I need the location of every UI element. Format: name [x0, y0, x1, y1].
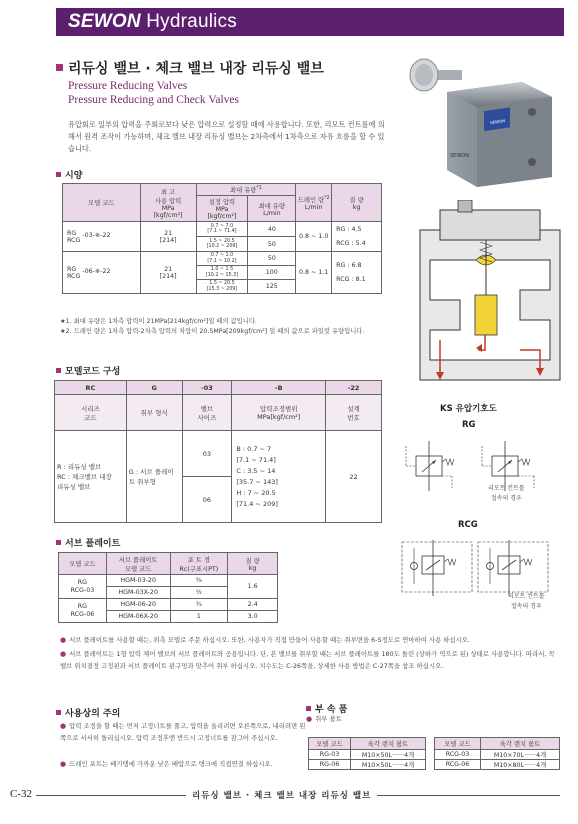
mc-header-design: -22 — [326, 381, 382, 395]
model-code-table — [54, 380, 382, 523]
ac-header-bolt: 육각 렌치 볼트 — [481, 738, 560, 750]
spec-flow: 100 — [248, 266, 296, 280]
sp-port: ⅜ — [170, 575, 228, 587]
bullet-square-icon — [56, 540, 61, 545]
valve-label: SEWON — [450, 153, 469, 159]
spec-drain-06: 0.8 ~ 1.1 — [296, 252, 332, 294]
spec-header-pressure: 최 고 사용 압력 MPa [kgf/cm²] — [140, 184, 196, 222]
spec-model-06: RG RCG -06-※-22 — [63, 252, 141, 294]
mc-series-desc: R : 리듀싱 밸브 RC : 체크밸브 내장 리듀싱 밸브 — [55, 431, 127, 523]
ac-header-bolt: 육각 렌치 볼트 — [351, 738, 426, 750]
rg-symbol-icon — [396, 436, 476, 496]
spec-weight-06: RG : 6.8 RCG : 8.1 — [332, 252, 382, 294]
mc-sub-mount: 취부 형식 — [126, 395, 182, 431]
mc-size-03: 03 — [182, 431, 232, 477]
spec-flow: 50 — [248, 252, 296, 266]
ac-model: RCG-03 — [435, 750, 481, 760]
bullet-dot-icon: ● — [60, 760, 67, 768]
bullet-square-icon — [56, 710, 61, 715]
sp-port: ½ — [170, 587, 228, 599]
spec-flow: 40 — [248, 222, 296, 237]
page-number: C-32 — [10, 788, 36, 800]
spec-set-pressure: 0.7 ~ 1.0 [7.1 ~ 10.2] — [196, 252, 248, 266]
page-title-text: 리듀싱 밸브 · 체크 밸브 내장 리듀싱 밸브 — [68, 61, 324, 77]
sp-port: 1 — [170, 611, 228, 623]
ac-header-model: 모델 코드 — [435, 738, 481, 750]
intro-paragraph: 유압회로 일부의 압력을 주회로보다 낮은 압력으로 설정할 때에 사용합니다. 또한, 리모트 컨트롤에 의해서 원격 조작이 가능하며, 체크 밸브 내장 리듀싱 밸브는 2차측에서 1차측으로 자유 흐름을 할 수 있습니다. — [68, 120, 385, 153]
mc-header-series: RC — [55, 381, 127, 395]
spec-set-pressure: 1.5 ~ 20.5 [10.2 ~ 209] — [196, 237, 248, 252]
rcg-remote-caption: 리모트 컨트롤 접속의 경우 — [508, 593, 545, 610]
ac-header-model: 모델 코드 — [309, 738, 351, 750]
sp-header-model: 모델 코드 — [59, 553, 107, 575]
caution-section-title: 사용상의 주의 — [56, 706, 120, 719]
svg-text:SEWON: SEWON — [490, 118, 506, 126]
sp-weight: 3.0 — [228, 611, 278, 623]
sp-port: ¾ — [170, 599, 228, 611]
brand-name: SEWON — [68, 11, 141, 32]
spec-header-set-pressure: 설정 압력 MPa [kgf/cm²] — [196, 196, 248, 222]
brand-banner — [56, 8, 564, 36]
page-title — [56, 58, 324, 78]
sp-plate: HGM-03X-20 — [106, 587, 170, 599]
accessory-item: ● 취부 볼트 — [306, 715, 342, 723]
subplate-table — [58, 552, 278, 623]
subtitle-en-1: Pressure Reducing Valves — [68, 80, 188, 92]
mc-mount-desc: G : 서브 플레이 트 취부형 — [126, 431, 182, 523]
spec-header-flow: 최대 유량 L/min — [248, 196, 296, 222]
bullet-square-icon — [56, 64, 63, 71]
symbol-label-rg: RG — [462, 420, 476, 430]
bullet-dot-icon: ● — [60, 722, 67, 730]
model-code-section-title: 모델코드 구성 — [56, 364, 120, 377]
rg-remote-caption: 리모트 컨트롤 접속의 경우 — [488, 485, 525, 502]
accessory-table-rcg — [434, 737, 560, 770]
caution-item-2: ● 드레인 포트는 배기탱에 가까운 낮은 배압으로 탱크에 직접연결 하십시오. — [60, 760, 273, 768]
subplate-section-title: 서브 플레이트 — [56, 536, 120, 549]
subtitle-en-2: Pressure Reducing and Check Valves — [68, 94, 239, 106]
mc-sub-size: 밸브 사이즈 — [182, 395, 232, 431]
mc-sub-range: 압력조정범위 MPa[kgf/cm²] — [232, 395, 326, 431]
bullet-square-icon — [56, 368, 61, 373]
sp-header-plate: 서브 플레이트 모델 코드 — [106, 553, 170, 575]
spec-header-max-flow: 최대 유량$^{*1}$ — [196, 184, 296, 196]
bullet-dot-icon: ● — [60, 636, 67, 644]
sp-weight: 2.4 — [228, 599, 278, 611]
sp-header-port: 포 트 경 Rc(구표시PT) — [170, 553, 228, 575]
ac-bolt: M10×50L······4개 — [351, 750, 426, 760]
bullet-dot-icon: ● — [60, 650, 67, 658]
valve-cross-section-diagram — [400, 200, 568, 400]
spec-drain-03: 0.8 ~ 1.0 — [296, 222, 332, 252]
spec-model-03: RG RCG -03-※-22 — [63, 222, 141, 252]
spec-header-weight: 질 량 kg — [332, 184, 382, 222]
sp-plate: HGM-06-20 — [106, 599, 170, 611]
spec-header-drain: 드레인 량$^{*2}$ L/min — [296, 184, 332, 222]
subplate-note-1: ● 서브 플레이트를 사용할 때는, 위측 모델로 주문 하십시오. 또한, 사용자가 직접 만들어 사용할 때는 취부면을 6-S정도로 연마하여 사용 하십시오. — [60, 636, 470, 644]
accessory-section-title: 부 속 품 — [306, 702, 347, 715]
symbol-title: KS 유압기호도 — [440, 404, 497, 414]
spec-note-1: ★1. 최대 유량은 1차측 압력이 21MPa[214kgf/cm²]일 때의 값입니다. — [60, 318, 257, 325]
brand-suffix: Hydraulics — [146, 11, 237, 32]
sp-plate: HGM-06X-20 — [106, 611, 170, 623]
spec-table — [62, 183, 382, 294]
sp-header-weight: 질 량 kg — [228, 553, 278, 575]
ac-model: RG-06 — [309, 760, 351, 770]
spec-set-pressure: 0.7 ~ 7.0 [7.1 ~ 71.4] — [196, 222, 248, 237]
ac-bolt: M10×70L······4개 — [481, 750, 560, 760]
brand-title — [68, 11, 237, 33]
spec-flow: 125 — [248, 280, 296, 294]
ac-model: RCG-06 — [435, 760, 481, 770]
sp-model-03: RG RCG-03 — [59, 575, 107, 599]
bullet-square-icon — [56, 172, 61, 177]
spec-header-model: 모델 코드 — [63, 184, 141, 222]
mc-header-range: -B — [232, 381, 326, 395]
ac-model: RG-03 — [309, 750, 351, 760]
ac-bolt: M10×50L······4개 — [351, 760, 426, 770]
spec-note-2: ★2. 드레인 량은 1차측 압력-2차측 압력의 차압이 20.5MPa[209kgf/cm²] 일 때의 값으로 파일럿 유량입니다. — [60, 328, 365, 335]
bullet-dot-icon: ● — [306, 715, 313, 723]
mc-header-mount: G — [126, 381, 182, 395]
spec-weight-03: RG : 4.5 RCG : 5.4 — [332, 222, 382, 252]
accessory-table-rg — [308, 737, 426, 770]
spec-set-pressure: 1.5 ~ 20.5 [15.3 ~ 209] — [196, 280, 248, 294]
mc-sub-series: 시리즈 코드 — [55, 395, 127, 431]
sp-plate: HGM-03-20 — [106, 575, 170, 587]
mc-design: 22 — [326, 431, 382, 523]
caution-item-1: ● 압력 조정을 할 때는 먼저 고정너트를 풀고, 압력을 올리려면 오른쪽으로, 내리려면 왼쪽으로 서서히 돌리십시오. 압력 조정후엔 반드시 고정너트를 잠그어 주십시오. — [60, 722, 306, 742]
spec-set-pressure: 1.0 ~ 1.5 [10.2 ~ 15.3] — [196, 266, 248, 280]
footer-title: 리듀싱 밸브 · 체크 밸브 내장 리듀싱 밸브 — [186, 789, 377, 801]
mc-header-size: -03 — [182, 381, 232, 395]
subplate-note-2: ● 서브 플레이트는 1형 압력 제어 밸브의 서브 플레이트와 공용입니다. 단, 본 밸브를 취부할 때는 서브 플레이트를 180도 돌린 (상하가 역으로 된) 상태로 사용합니다. 따라서, 꼭 밸브 위치결정 고정핀과 서브 플레이트 핀구멍과 맞추어 취부 하십시오. 치수도는 C-26쪽을, 상세한 사용 방법은 C-27쪽을 참조 하십시오. — [60, 650, 555, 670]
mc-ranges: B : 0.7 ~ 7 [7.1 ~ 71.4] C : 3.5 ~ 14 [35.7 ~ 143] H : 7 ~ 20.5 [71.4 ~ 209] — [232, 431, 326, 523]
spec-pressure-06: 21 [214] — [140, 252, 196, 294]
spec-pressure-03: 21 [214] — [140, 222, 196, 252]
spec-section-title: 시양 — [56, 168, 82, 181]
sp-weight-03: 1.6 — [228, 575, 278, 599]
valve-photo — [392, 52, 562, 192]
mc-sub-design: 설계 번호 — [326, 395, 382, 431]
rcg-remote-symbol-icon — [472, 538, 552, 598]
mc-size-06: 06 — [182, 477, 232, 523]
ac-bolt: M10×80L······4개 — [481, 760, 560, 770]
spec-flow: 50 — [248, 237, 296, 252]
rcg-symbol-icon — [396, 538, 476, 598]
symbol-label-rcg: RCG — [458, 520, 478, 530]
sp-model-06: RG RCG-06 — [59, 599, 107, 623]
bullet-square-icon — [306, 706, 311, 711]
